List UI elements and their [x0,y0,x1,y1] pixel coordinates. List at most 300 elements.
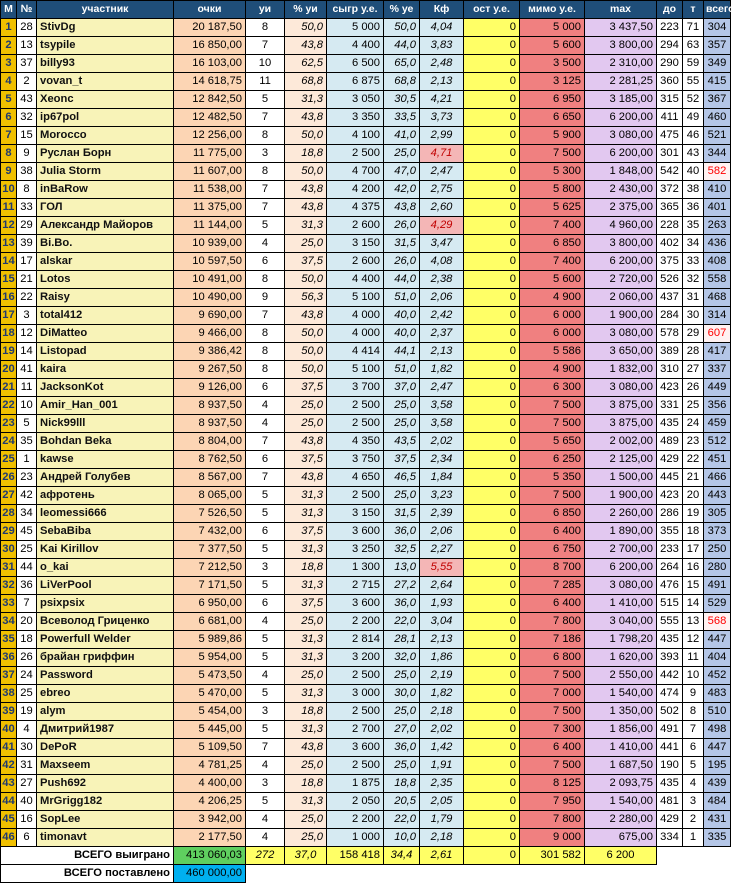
row-pos: 8 [1,145,17,163]
row-ui: 8 [246,361,285,379]
row-pct-ue: 44,0 [384,37,420,55]
row-do: 294 [657,37,683,55]
row-ost-ue: 0 [464,163,520,181]
row-name: vovan_t [37,73,174,91]
row-kf: 2,60 [420,199,464,217]
table-row [1,559,731,577]
row-won-ue: 2 500 [327,757,384,775]
row-num: 29 [17,217,37,235]
row-t: 71 [683,19,704,37]
row-kf: 2,27 [420,541,464,559]
row-num: 2 [17,73,37,91]
row-total: 408 [704,253,731,271]
row-pos: 14 [1,253,17,271]
row-do: 301 [657,145,683,163]
summary-ui: 272 [246,847,285,865]
row-points: 20 187,50 [174,19,246,37]
row-missed-ue: 3 500 [520,55,585,73]
row-points: 10 490,00 [174,289,246,307]
row-pos: 16 [1,289,17,307]
row-max: 3 080,00 [585,379,657,397]
row-pct-ui: 18,8 [285,559,327,577]
row-pct-ue: 25,0 [384,397,420,415]
row-ost-ue: 0 [464,145,520,163]
row-won-ue: 3 350 [327,109,384,127]
row-t: 21 [683,469,704,487]
row-points: 8 937,50 [174,397,246,415]
row-total: 436 [704,235,731,253]
row-won-ue: 5 100 [327,361,384,379]
row-won-ue: 2 500 [327,703,384,721]
row-num: 21 [17,271,37,289]
row-kf: 2,42 [420,307,464,325]
row-pos: 32 [1,577,17,595]
row-ui: 8 [246,127,285,145]
row-name: Bohdan Beka [37,433,174,451]
row-pos: 11 [1,199,17,217]
row-pct-ue: 27,2 [384,577,420,595]
row-pct-ui: 50,0 [285,19,327,37]
row-total: 447 [704,631,731,649]
row-pos: 10 [1,181,17,199]
row-pct-ui: 50,0 [285,127,327,145]
row-pct-ui: 31,3 [285,793,327,811]
row-name: alskar [37,253,174,271]
row-kf: 2,64 [420,577,464,595]
row-name: MrGrigg182 [37,793,174,811]
row-kf: 2,06 [420,289,464,307]
row-points: 3 942,00 [174,811,246,829]
row-t: 29 [683,325,704,343]
row-name: Powerfull Welder [37,631,174,649]
row-ost-ue: 0 [464,217,520,235]
row-do: 310 [657,361,683,379]
row-num: 41 [17,361,37,379]
row-num: 25 [17,685,37,703]
col-header-points: очки [174,1,246,19]
row-total: 401 [704,199,731,217]
row-ui: 10 [246,55,285,73]
row-ui: 7 [246,739,285,757]
row-t: 7 [683,721,704,739]
row-ui: 4 [246,415,285,433]
row-num: 5 [17,415,37,433]
row-do: 290 [657,55,683,73]
row-kf: 4,71 [420,145,464,163]
row-pct-ui: 37,5 [285,379,327,397]
row-total: 305 [704,505,731,523]
row-pct-ue: 22,0 [384,811,420,829]
row-name: kaira [37,361,174,379]
row-pos: 41 [1,739,17,757]
row-total: 491 [704,577,731,595]
row-ost-ue: 0 [464,289,520,307]
row-t: 2 [683,811,704,829]
row-name: StivDg [37,19,174,37]
row-ui: 9 [246,289,285,307]
row-missed-ue: 7 500 [520,667,585,685]
row-points: 7 377,50 [174,541,246,559]
row-kf: 4,29 [420,217,464,235]
row-pct-ue: 32,0 [384,649,420,667]
row-pct-ui: 43,8 [285,469,327,487]
row-max: 2 060,00 [585,289,657,307]
row-kf: 2,02 [420,721,464,739]
row-pct-ui: 50,0 [285,163,327,181]
row-name: DiMatteo [37,325,174,343]
row-kf: 2,35 [420,775,464,793]
row-pos: 20 [1,361,17,379]
row-max: 3 185,00 [585,91,657,109]
row-won-ue: 4 650 [327,469,384,487]
row-num: 28 [17,19,37,37]
row-won-ue: 3 750 [327,451,384,469]
row-kf: 4,04 [420,19,464,37]
row-t: 35 [683,217,704,235]
row-pct-ui: 50,0 [285,361,327,379]
col-header-total: всего [704,1,731,19]
row-do: 315 [657,91,683,109]
row-name: Александр Майоров [37,217,174,235]
row-t: 14 [683,595,704,613]
row-total: 558 [704,271,731,289]
row-kf: 2,47 [420,163,464,181]
row-won-ue: 6 875 [327,73,384,91]
row-max: 2 550,00 [585,667,657,685]
row-pct-ui: 18,8 [285,775,327,793]
row-t: 30 [683,307,704,325]
row-missed-ue: 5 350 [520,469,585,487]
row-num: 10 [17,397,37,415]
table-row [1,595,731,613]
row-won-ue: 3 600 [327,595,384,613]
row-ui: 7 [246,199,285,217]
row-t: 16 [683,559,704,577]
col-header-name: участник [37,1,174,19]
row-do: 526 [657,271,683,289]
row-pos: 21 [1,379,17,397]
table-row [1,361,731,379]
row-points: 7 171,50 [174,577,246,595]
row-ui: 6 [246,595,285,613]
row-missed-ue: 5 600 [520,37,585,55]
row-won-ue: 2 600 [327,253,384,271]
row-pos: 13 [1,235,17,253]
row-total: 521 [704,127,731,145]
summary-won-row [1,847,731,865]
row-total: 568 [704,613,731,631]
row-missed-ue: 8 700 [520,559,585,577]
row-do: 578 [657,325,683,343]
row-t: 32 [683,271,704,289]
row-num: 38 [17,163,37,181]
row-ost-ue: 0 [464,307,520,325]
row-num: 4 [17,721,37,739]
row-points: 10 597,50 [174,253,246,271]
row-kf: 2,06 [420,523,464,541]
row-ost-ue: 0 [464,775,520,793]
row-t: 19 [683,505,704,523]
row-num: 20 [17,613,37,631]
row-kf: 1,91 [420,757,464,775]
table-row [1,757,731,775]
row-pct-ue: 47,0 [384,163,420,181]
row-points: 5 454,00 [174,703,246,721]
col-header-won-ue: сыгр у.е. [327,1,384,19]
row-name: Всеволод Гриценко [37,613,174,631]
table-row [1,181,731,199]
row-ui: 5 [246,505,285,523]
row-t: 11 [683,649,704,667]
row-missed-ue: 7 500 [520,757,585,775]
row-points: 4 781,25 [174,757,246,775]
row-missed-ue: 7 500 [520,487,585,505]
table-row [1,109,731,127]
row-max: 3 080,00 [585,325,657,343]
row-won-ue: 4 000 [327,325,384,343]
row-ost-ue: 0 [464,505,520,523]
table-row [1,415,731,433]
row-missed-ue: 7 500 [520,145,585,163]
row-t: 25 [683,397,704,415]
row-won-ue: 3 150 [327,505,384,523]
row-pos: 34 [1,613,17,631]
row-do: 491 [657,721,683,739]
summary-ost: 0 [464,847,520,865]
row-do: 542 [657,163,683,181]
summary-pct-ue: 34,4 [384,847,420,865]
table-row [1,91,731,109]
row-pct-ue: 42,0 [384,181,420,199]
row-ost-ue: 0 [464,739,520,757]
row-name: Maxseem [37,757,174,775]
row-t: 59 [683,55,704,73]
row-max: 1 500,00 [585,469,657,487]
row-ost-ue: 0 [464,199,520,217]
row-total: 367 [704,91,731,109]
row-pct-ue: 10,0 [384,829,420,847]
row-points: 12 842,50 [174,91,246,109]
table-row [1,397,731,415]
row-name: SopLee [37,811,174,829]
row-ui: 11 [246,73,285,91]
row-max: 2 125,00 [585,451,657,469]
row-ost-ue: 0 [464,559,520,577]
row-kf: 2,19 [420,667,464,685]
row-t: 63 [683,37,704,55]
row-t: 15 [683,577,704,595]
row-pct-ue: 33,5 [384,109,420,127]
row-kf: 2,13 [420,73,464,91]
row-max: 2 002,00 [585,433,657,451]
row-num: 13 [17,37,37,55]
table-row [1,73,731,91]
row-pct-ui: 37,5 [285,523,327,541]
row-t: 33 [683,253,704,271]
row-ost-ue: 0 [464,253,520,271]
row-kf: 1,84 [420,469,464,487]
row-ui: 7 [246,181,285,199]
row-total: 510 [704,703,731,721]
row-t: 31 [683,289,704,307]
row-max: 1 900,00 [585,307,657,325]
row-pct-ui: 37,5 [285,451,327,469]
row-num: 30 [17,739,37,757]
row-pos: 35 [1,631,17,649]
row-ui: 6 [246,253,285,271]
row-name: timonavt [37,829,174,847]
row-name: Morocco [37,127,174,145]
row-pos: 36 [1,649,17,667]
row-ost-ue: 0 [464,721,520,739]
row-max: 1 620,00 [585,649,657,667]
row-won-ue: 1 875 [327,775,384,793]
row-pos: 6 [1,109,17,127]
row-name: Bi.Bo. [37,235,174,253]
table-row [1,289,731,307]
row-t: 34 [683,235,704,253]
row-ost-ue: 0 [464,811,520,829]
summary-won-points: 413 060,03 [174,847,246,865]
row-do: 233 [657,541,683,559]
row-points: 8 567,00 [174,469,246,487]
row-do: 393 [657,649,683,667]
row-name: SebaBiba [37,523,174,541]
row-do: 190 [657,757,683,775]
row-pct-ue: 30,5 [384,91,420,109]
row-pos: 24 [1,433,17,451]
row-name: Lotos [37,271,174,289]
row-kf: 2,34 [420,451,464,469]
table-row [1,685,731,703]
row-max: 3 800,00 [585,37,657,55]
row-missed-ue: 7 186 [520,631,585,649]
row-pos: 37 [1,667,17,685]
row-won-ue: 3 250 [327,541,384,559]
row-pct-ui: 50,0 [285,325,327,343]
row-kf: 3,73 [420,109,464,127]
row-ost-ue: 0 [464,829,520,847]
row-t: 22 [683,451,704,469]
summary-won-ue: 158 418 [327,847,384,865]
row-points: 9 690,00 [174,307,246,325]
row-total: 529 [704,595,731,613]
row-points: 11 607,00 [174,163,246,181]
row-ui: 5 [246,793,285,811]
row-t: 52 [683,91,704,109]
row-kf: 2,18 [420,703,464,721]
row-points: 8 937,50 [174,415,246,433]
row-pos: 27 [1,487,17,505]
row-num: 36 [17,577,37,595]
row-won-ue: 6 500 [327,55,384,73]
row-do: 442 [657,667,683,685]
table-row [1,307,731,325]
row-num: 8 [17,181,37,199]
row-pct-ue: 43,8 [384,199,420,217]
row-pct-ue: 32,5 [384,541,420,559]
row-missed-ue: 7 400 [520,253,585,271]
row-max: 1 900,00 [585,487,657,505]
row-won-ue: 5 100 [327,289,384,307]
row-num: 45 [17,523,37,541]
table-row [1,325,731,343]
row-num: 42 [17,487,37,505]
row-do: 475 [657,127,683,145]
row-won-ue: 4 100 [327,127,384,145]
row-ui: 8 [246,271,285,289]
row-t: 36 [683,199,704,217]
row-pct-ui: 25,0 [285,397,327,415]
row-pct-ui: 31,3 [285,721,327,739]
row-num: 33 [17,199,37,217]
row-total: 484 [704,793,731,811]
row-missed-ue: 4 900 [520,361,585,379]
row-missed-ue: 7 500 [520,415,585,433]
row-kf: 2,48 [420,55,464,73]
row-pct-ui: 68,8 [285,73,327,91]
row-ost-ue: 0 [464,595,520,613]
row-ost-ue: 0 [464,703,520,721]
row-num: 40 [17,793,37,811]
row-points: 7 432,00 [174,523,246,541]
row-kf: 2,02 [420,433,464,451]
row-ost-ue: 0 [464,325,520,343]
row-num: 14 [17,343,37,361]
row-pct-ue: 26,0 [384,253,420,271]
table-row [1,343,731,361]
row-points: 11 538,00 [174,181,246,199]
table-row [1,703,731,721]
row-total: 357 [704,37,731,55]
row-ui: 6 [246,523,285,541]
row-kf: 2,13 [420,631,464,649]
summary-max: 6 200 [585,847,657,865]
row-missed-ue: 6 400 [520,523,585,541]
row-num: 34 [17,505,37,523]
row-pct-ui: 50,0 [285,343,327,361]
col-header-pct-ue: % уе [384,1,420,19]
col-header-do: до [657,1,683,19]
row-t: 18 [683,523,704,541]
row-max: 6 200,00 [585,145,657,163]
row-ost-ue: 0 [464,37,520,55]
row-kf: 2,13 [420,343,464,361]
row-max: 6 200,00 [585,109,657,127]
row-ost-ue: 0 [464,469,520,487]
row-num: 16 [17,811,37,829]
row-missed-ue: 6 000 [520,307,585,325]
row-pct-ue: 28,1 [384,631,420,649]
table-row [1,577,731,595]
row-missed-ue: 7 800 [520,613,585,631]
row-max: 3 040,00 [585,613,657,631]
row-won-ue: 2 500 [327,415,384,433]
row-num: 18 [17,631,37,649]
row-kf: 2,05 [420,793,464,811]
row-max: 1 410,00 [585,739,657,757]
row-ui: 4 [246,829,285,847]
row-num: 22 [17,289,37,307]
row-t: 23 [683,433,704,451]
row-pct-ui: 43,8 [285,199,327,217]
row-points: 8 065,00 [174,487,246,505]
row-points: 7 212,50 [174,559,246,577]
row-ui: 7 [246,109,285,127]
row-name: Push692 [37,775,174,793]
table-row [1,253,731,271]
table-row [1,829,731,847]
